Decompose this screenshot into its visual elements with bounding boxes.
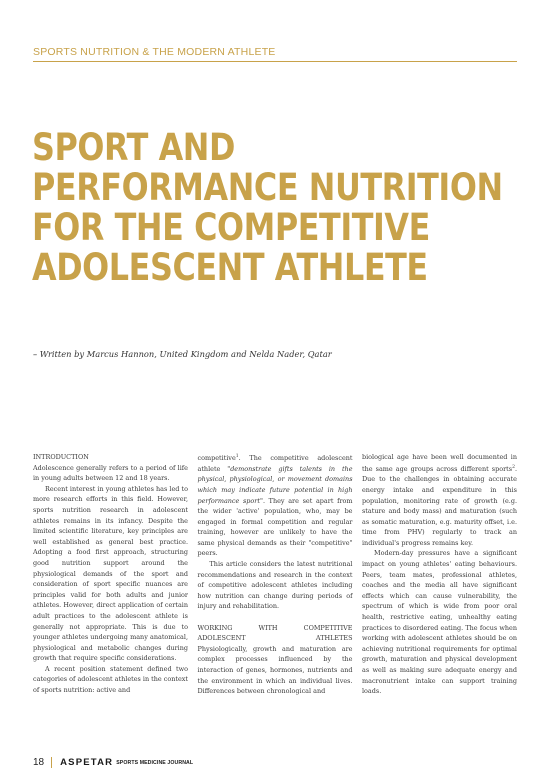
paragraph: Recent interest in young athletes has led to more research efforts in this field. However, sports nutrition research in adolescent athletes remains in its infancy. Despite the limited scientific literature, key principles are well established as general best practice. Adopting a food first approach, structuring good nutrition support around the physiological demands of the sport and consideration of sport specific nuances are principles valid for both adults and junior athletes. However, direct application of certain adult practices to the adolescent athlete is generally not appropriate. This is due to younger athletes undergoing many anatomical, physiological and metabolic changes during growth that require specific considerations. — [33, 484, 188, 663]
text-run: biological age have been well documented in the same age groups across different sports — [362, 453, 517, 473]
column-3 — [362, 452, 517, 752]
section-heading-working: WORKING WITH COMPETITIVE ADOLESCENT ATHLETES — [197, 623, 353, 643]
page-footer — [33, 757, 193, 768]
paragraph: Adolescence generally refers to a period of life in young adults between 12 and 18 years. — [33, 463, 188, 483]
paragraph — [362, 452, 517, 548]
journal-name: SPORTS MEDICINE JOURNAL — [116, 759, 194, 766]
column-1 — [33, 452, 188, 752]
section-heading-introduction: INTRODUCTION — [33, 453, 89, 461]
title-line-2: PERFORMANCE NUTRITION — [32, 166, 503, 209]
citation: 2 — [512, 464, 515, 470]
section-label: SPORTS NUTRITION & THE MODERN ATHLETE — [33, 46, 276, 58]
brand-logo: ASPETAR — [60, 757, 114, 768]
article-body — [33, 452, 517, 752]
text-run: competitive — [197, 454, 236, 463]
paragraph: A recent position statement defined two categories of adolescent athletes in the context of sports nutrition: active and — [33, 664, 188, 695]
title-line-3: FOR THE COMPETITIVE — [32, 206, 430, 249]
byline: – Written by Marcus Hannon, United Kingdom and Nelda Nader, Qatar — [33, 349, 332, 359]
text-run: ". They are set apart from the wider 'active' population, who, may be engaged in formal competition and regular training, however are unlikely to have the same physical demands as their "competitive" peers. — [197, 496, 353, 558]
article-title — [32, 126, 503, 289]
text-run: . Due to the challenges in obtaining accurate energy intake and expenditure in this population, monitoring rate of growth (e.g. stature and body mass) and maturation (such as somatic maturation, e.g. maturity offset, i.e. time from PHV) regularly to track an individual's progress remains key. — [362, 464, 517, 547]
citation: 1 — [235, 454, 239, 459]
paragraph: This article considers the latest nutritional recommendations and research in the context of competitive adolescent athletes including how nutrition can change during periods of injury and rehabilitation. — [197, 560, 353, 611]
page-number: 18 — [33, 757, 45, 768]
paragraph: Physiologically, growth and maturation are complex processes influenced by the interaction of genes, hormones, nutrients and the environment in which an individual lives. Differences between chronological and — [197, 644, 353, 696]
title-line-1: SPORT AND — [32, 126, 235, 169]
title-line-4: ADOLESCENT ATHLETE — [32, 246, 428, 289]
quote: demonstrate gifts talents in the physical, physiological, or movement domains which may indicate future potential in high performance sport — [197, 464, 353, 505]
footer-divider — [51, 757, 52, 768]
text-run: . The competitive adolescent athlete " — [197, 454, 353, 473]
section-divider — [33, 61, 517, 62]
paragraph — [198, 452, 353, 559]
column-2 — [198, 452, 353, 752]
paragraph: Modern-day pressures have a significant impact on young athletes' eating behaviours. Peers, team mates, professional athletes, coaches and the media all have significant effects which can cause vulnerability, the spectrum of which is wide from poor oral health, restrictive eating, unhealthy eating practices to disordered eating. The focus when working with adolescent athletes should be on achieving nutritional requirements for optimal growth, maturation and physical development as well as making sure adequate energy and macronutrient intake can support training loads. — [362, 549, 517, 696]
